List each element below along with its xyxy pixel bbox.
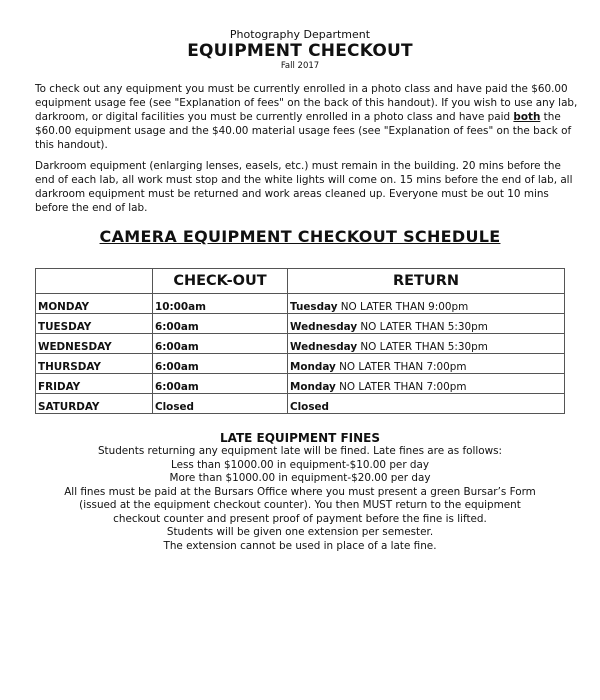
fines-line: Students will be given one extension per semester.: [166, 526, 434, 538]
fines-title: LATE EQUIPMENT FINES: [219, 431, 381, 445]
term-label: Fall 2017: [280, 61, 320, 71]
schedule-title: CAMERA EQUIPMENT CHECKOUT SCHEDULE: [99, 227, 501, 246]
paragraph-text: the $60.00 equipment usage and the $40.00 material usage fees (see "Explanation of fees" on the back of this handout).: [35, 111, 572, 151]
checkout-schedule-table: [35, 268, 565, 414]
enrollment-requirements-paragraph: [35, 82, 580, 152]
return-day: Tuesday: [290, 301, 338, 313]
department-name: Photography Department: [229, 28, 371, 41]
darkroom-rules-paragraph: Darkroom equipment (enlarging lenses, easels, etc.) must remain in the building. 20 mins before the end of each lab, all work must stop and the white lights will come on. 15 mins before the end of lab, all darkroom equipment must be returned and work areas cleaned up. Everyone must be out 10 mins before the end of lab.: [35, 160, 573, 214]
late-fines-section: [0, 431, 600, 553]
table-row: [36, 394, 565, 414]
table-row: [36, 314, 565, 334]
fines-line: All fines must be paid at the Bursars Office where you must present a green Bursar’s Form: [64, 485, 536, 498]
return-cell: [288, 374, 565, 394]
fines-line: More than $1000.00 in equipment-$20.00 per day: [169, 472, 431, 484]
table-row: [36, 294, 565, 314]
checkout-cell: 6:00am: [153, 374, 288, 394]
return-time: NO LATER THAN 9:00pm: [337, 301, 469, 313]
page-title: EQUIPMENT CHECKOUT: [187, 41, 413, 61]
day-cell: WEDNESDAY: [36, 334, 153, 354]
return-day: Closed: [290, 401, 329, 413]
table-row: [36, 354, 565, 374]
fines-line: Students returning any equipment late will be fined. Late fines are as follows:: [97, 445, 503, 457]
return-time: NO LATER THAN 7:00pm: [335, 361, 467, 373]
table-row: [36, 334, 565, 354]
table-header-row: [36, 269, 565, 294]
day-cell: TUESDAY: [36, 314, 153, 334]
column-header-checkout: CHECK-OUT: [153, 269, 288, 294]
fines-line: The extension cannot be used in place of a late fine.: [163, 539, 437, 552]
column-header-return: RETURN: [288, 269, 565, 294]
emphasis-both: both: [513, 111, 541, 123]
day-cell: SATURDAY: [36, 394, 153, 414]
return-day: Monday: [290, 381, 336, 393]
day-cell: FRIDAY: [36, 374, 153, 394]
column-header-day: [36, 269, 153, 294]
checkout-cell: 10:00am: [153, 294, 288, 314]
day-cell: MONDAY: [36, 294, 153, 314]
paragraph-text: To check out any equipment you must be currently enrolled in a photo class and have paid the $60.00 equipment usage fee (see "Explanation of fees" on the back of this handout). If you wish to use any lab, darkroom, or digital facilities you must be currently enrolled in a photo class and have paid: [35, 83, 578, 123]
checkout-cell: Closed: [153, 394, 288, 414]
return-cell: [288, 394, 565, 414]
return-cell: [288, 354, 565, 374]
document-header: [0, 28, 600, 72]
return-time: NO LATER THAN 5:30pm: [357, 341, 488, 353]
day-cell: THURSDAY: [36, 354, 153, 374]
fines-line: (issued at the equipment checkout counter). You then MUST return to the equipment: [79, 499, 521, 511]
return-time: NO LATER THAN 5:30pm: [357, 321, 488, 333]
return-time: NO LATER THAN 7:00pm: [335, 381, 467, 393]
return-cell: [288, 314, 565, 334]
return-day: Monday: [290, 361, 336, 373]
fines-line: checkout counter and present proof of payment before the fine is lifted.: [113, 512, 487, 525]
checkout-cell: 6:00am: [153, 314, 288, 334]
checkout-cell: 6:00am: [153, 354, 288, 374]
return-cell: [288, 294, 565, 314]
fines-line: Less than $1000.00 in equipment-$10.00 per day: [170, 458, 429, 471]
table-row: [36, 374, 565, 394]
return-day: Wednesday: [290, 321, 358, 333]
checkout-cell: 6:00am: [153, 334, 288, 354]
return-day: Wednesday: [290, 341, 358, 353]
return-cell: [288, 334, 565, 354]
